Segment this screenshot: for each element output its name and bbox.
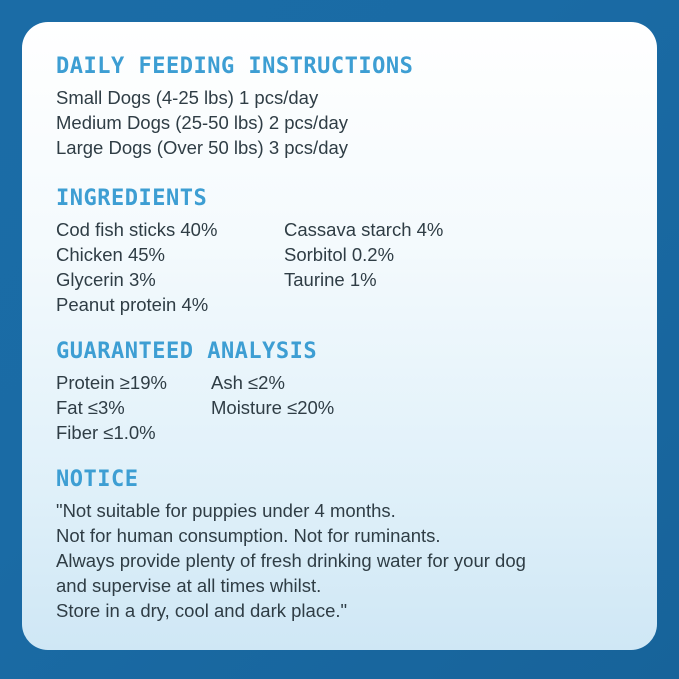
notice-line-2: Not for human consumption. Not for ruminants.: [56, 525, 441, 546]
heading-guaranteed-analysis: GUARANTEED ANALYSIS: [56, 339, 318, 364]
feeding-line-large-dogs: Large Dogs (Over 50 lbs) 3 pcs/day: [56, 137, 349, 158]
ingredient-cassava-starch: Cassava starch 4%: [284, 219, 444, 240]
ingredients-column-left: [56, 217, 284, 317]
ingredient-peanut-protein: Peanut protein 4%: [56, 294, 209, 315]
ingredient-cod-fish-sticks: Cod fish sticks 40%: [56, 219, 218, 240]
section-guaranteed-analysis: [56, 339, 623, 445]
ingredients-columns: [56, 217, 623, 317]
spacer-1: [56, 164, 623, 186]
ingredient-sorbitol: Sorbitol 0.2%: [284, 244, 395, 265]
feeding-line-medium-dogs: Medium Dogs (25-50 lbs) 2 pcs/day: [56, 112, 349, 133]
analysis-ash: Ash ≤2%: [211, 372, 285, 393]
feeding-line-small-dogs: Small Dogs (4-25 lbs) 1 pcs/day: [56, 87, 319, 108]
guaranteed-analysis-columns: [56, 370, 623, 445]
ingredients-column-right: [284, 217, 584, 317]
analysis-moisture: Moisture ≤20%: [211, 397, 335, 418]
notice-line-3: Always provide plenty of fresh drinking water for your dog: [56, 550, 526, 571]
heading-daily-feeding-instructions: DAILY FEEDING INSTRUCTIONS: [56, 54, 414, 79]
guaranteed-analysis-column-left: [56, 370, 211, 445]
ingredient-taurine: Taurine 1%: [284, 269, 377, 290]
ingredient-chicken: Chicken 45%: [56, 244, 166, 265]
analysis-fat: Fat ≤3%: [56, 397, 125, 418]
analysis-fiber: Fiber ≤1.0%: [56, 422, 156, 443]
notice-line-5: Store in a dry, cool and dark place.": [56, 600, 348, 621]
section-ingredients: [56, 186, 623, 317]
spacer-3: [56, 449, 623, 467]
spacer-2: [56, 321, 623, 339]
notice-line-1: "Not suitable for puppies under 4 months.: [56, 500, 396, 521]
heading-ingredients: INGREDIENTS: [56, 186, 208, 211]
guaranteed-analysis-column-right: [211, 370, 511, 445]
heading-notice: NOTICE: [56, 467, 139, 492]
label-card: [22, 22, 657, 650]
ingredient-glycerin: Glycerin 3%: [56, 269, 156, 290]
section-daily-feeding-instructions: [56, 54, 623, 160]
notice-line-4: and supervise at all times whilst.: [56, 575, 322, 596]
analysis-protein: Protein ≥19%: [56, 372, 167, 393]
section-notice: [56, 467, 623, 623]
